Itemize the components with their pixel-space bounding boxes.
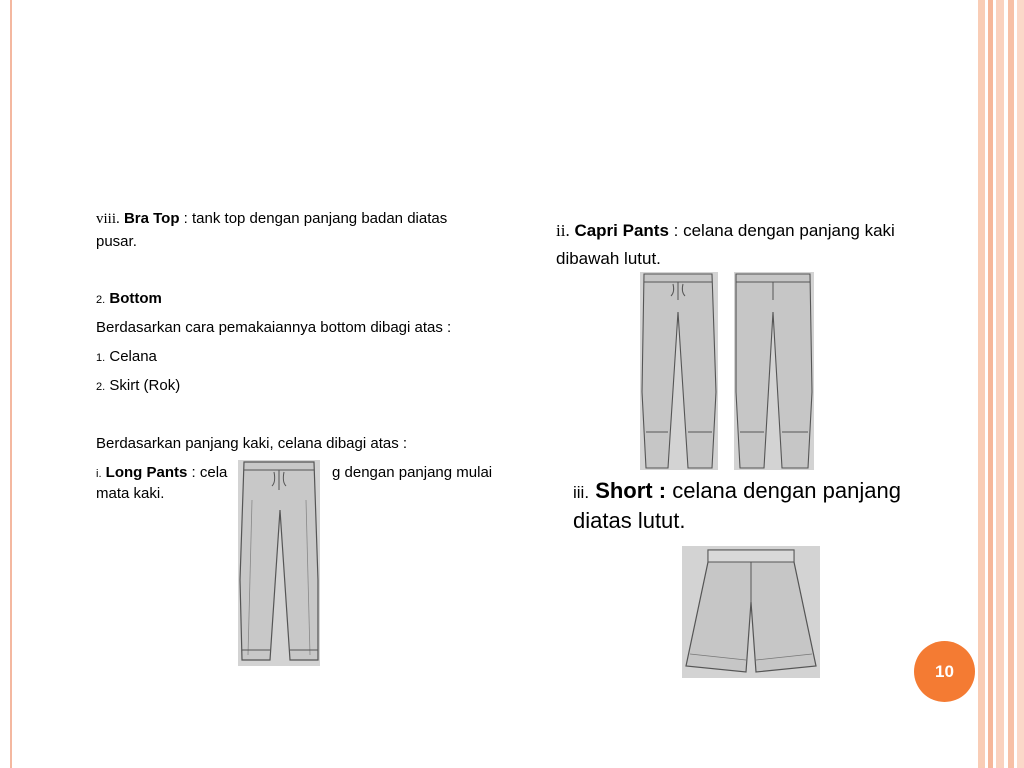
capri-pants-description: : celana dengan panjang kaki bbox=[668, 221, 895, 240]
long-pants-description-part1: : cela bbox=[187, 464, 228, 481]
list-marker: ii. bbox=[556, 221, 570, 240]
bra-top-line1 bbox=[96, 210, 447, 228]
term-short: Short : bbox=[595, 478, 667, 503]
list-marker: 1. bbox=[96, 352, 106, 364]
term-capri-pants: Capri Pants bbox=[574, 221, 669, 240]
list-item bbox=[96, 348, 157, 365]
bra-top-line2: pusar. bbox=[96, 233, 137, 250]
bottom-intro-text: Berdasarkan cara pemakaiannya bottom dibagi atas : bbox=[96, 319, 452, 336]
list-marker: 2. bbox=[96, 381, 106, 393]
list-item-label: Skirt (Rok) bbox=[109, 377, 181, 394]
long-pants-description-part2: g dengan panjang mulai bbox=[332, 464, 493, 481]
shorts-line1 bbox=[573, 478, 901, 504]
shorts-line2: diatas lutut. bbox=[573, 508, 686, 533]
capri-pants-line2: dibawah lutut. bbox=[556, 249, 661, 268]
list-marker: iii. bbox=[573, 483, 590, 502]
shorts-image bbox=[682, 546, 820, 678]
long-pants-image bbox=[238, 460, 320, 666]
left-border-frame bbox=[0, 0, 12, 768]
list-marker: viii. bbox=[96, 211, 120, 227]
capri-pants-image bbox=[640, 272, 814, 470]
pants-intro-text: Berdasarkan panjang kaki, celana dibagi atas : bbox=[96, 435, 408, 452]
long-pants-line1 bbox=[96, 464, 227, 481]
bra-top-description: : tank top dengan panjang badan diatas bbox=[179, 210, 448, 227]
section-bottom-heading bbox=[96, 290, 162, 307]
page-number-badge: 10 bbox=[914, 641, 975, 702]
capri-pants-line1 bbox=[556, 221, 895, 241]
long-pants-line2: mata kaki. bbox=[96, 485, 165, 502]
shorts-description: celana dengan panjang bbox=[666, 478, 901, 503]
term-bra-top: Bra Top bbox=[123, 210, 180, 227]
section-title: Bottom bbox=[109, 290, 162, 307]
term-long-pants: Long Pants bbox=[105, 464, 188, 481]
list-marker: i. bbox=[96, 468, 102, 480]
list-marker: 2. bbox=[96, 294, 106, 306]
right-decorative-stripes bbox=[978, 0, 1024, 768]
list-item-label: Celana bbox=[109, 348, 157, 365]
list-item bbox=[96, 377, 180, 394]
